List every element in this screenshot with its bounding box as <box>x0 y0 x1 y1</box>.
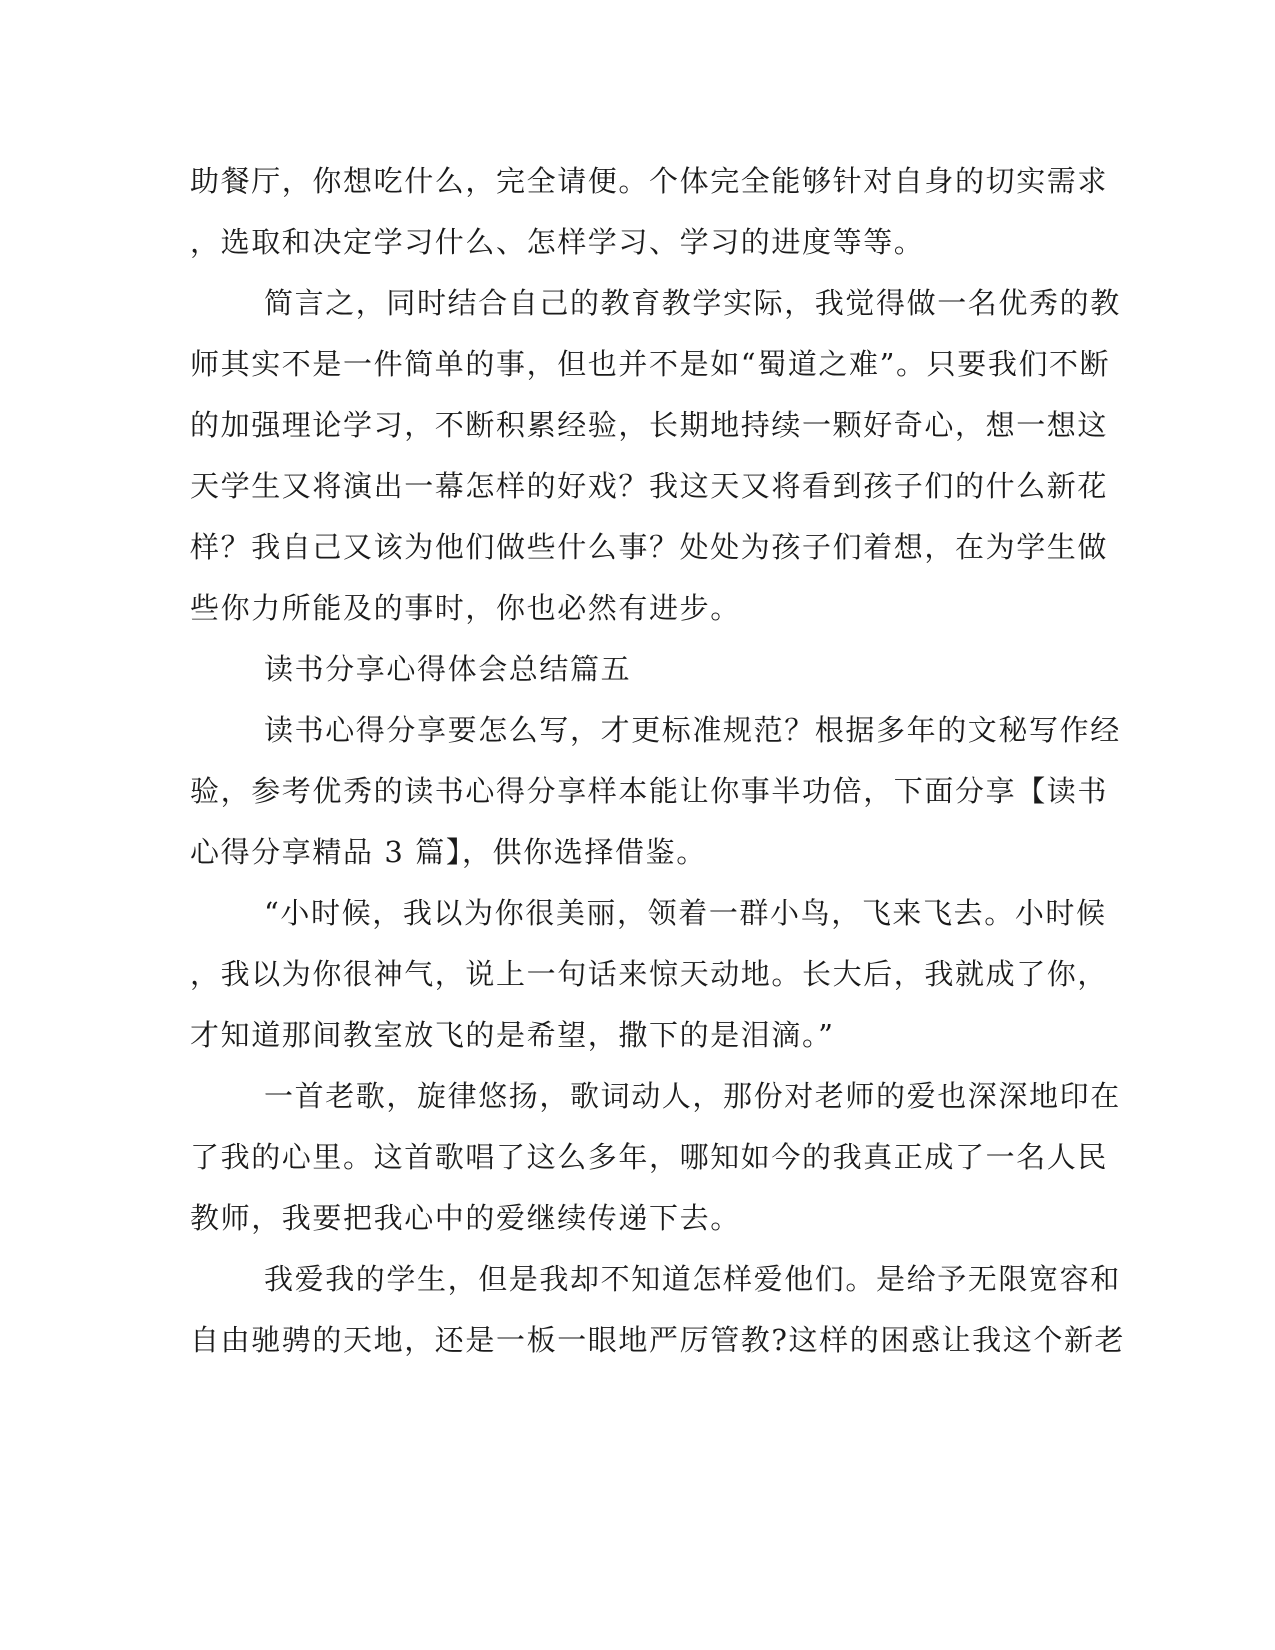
text-line: 简言之，同时结合自己的教育教学实际，我觉得做一名优秀的教 <box>264 286 1121 320</box>
paragraph-continued-buffet <box>190 162 1109 284</box>
text-line: 了我的心里。这首歌唱了这么多年，哪知如今的我真正成了一名人民 <box>190 1140 1109 1174</box>
text-line: 我爱我的学生，但是我却不知道怎样爱他们。是给予无限宽容和 <box>264 1262 1121 1296</box>
text-line: 师其实不是一件简单的事，但也并不是如“蜀道之难”。只要我们不断 <box>190 347 1111 381</box>
section-heading <box>190 650 1080 711</box>
text-line: 的加强理论学习，不断积累经验，长期地持续一颗好奇心，想一想这 <box>190 408 1109 442</box>
paragraph-old-song <box>190 1077 1121 1260</box>
text-line: 验，参考优秀的读书心得分享样本能让你事半功倍，下面分享【读书 <box>190 774 1109 808</box>
text-line: 才知道那间教室放飞的是希望，撒下的是泪滴。” <box>190 1018 835 1052</box>
paragraph-writing-intro <box>190 711 1121 894</box>
text-line: 教师，我要把我心中的爱继续传递下去。 <box>190 1201 741 1235</box>
text-line: 天学生又将演出一幕怎样的好戏？我这天又将看到孩子们的什么新花 <box>190 469 1109 503</box>
text-line: 自由驰骋的天地，还是一板一眼地严厉管教?这样的困惑让我这个新老 <box>190 1323 1126 1357</box>
text-line: 读书分享心得体会总结篇五 <box>264 652 632 686</box>
text-line: 些你力所能及的事时，你也必然有进步。 <box>190 591 741 625</box>
paragraph-excellent-teacher <box>190 284 1121 650</box>
text-line: ，选取和决定学习什么、怎样学习、学习的进度等等。 <box>190 225 925 259</box>
text-line: 样？我自己又该为他们做些什么事？处处为孩子们着想，在为学生做 <box>190 530 1109 564</box>
text-line: 一首老歌，旋律悠扬，歌词动人，那份对老师的爱也深深地印在 <box>264 1079 1121 1113</box>
text-line: 读书心得分享要怎么写，才更标准规范？根据多年的文秘写作经 <box>264 713 1121 747</box>
paragraph-love-students <box>190 1260 1126 1382</box>
text-line: “小时候，我以为你很美丽，领着一群小鸟，飞来飞去。小时候 <box>264 896 1107 930</box>
paragraph-song-quote <box>190 894 1109 1077</box>
text-line: 心得分享精品 3 篇】，供你选择借鉴。 <box>190 835 707 869</box>
text-line: 助餐厅，你想吃什么，完全请便。个体完全能够针对自身的切实需求 <box>190 164 1109 198</box>
text-line: ，我以为你很神气，说上一句话来惊天动地。长大后，我就成了你， <box>190 957 1109 991</box>
document-body <box>190 162 1126 1382</box>
